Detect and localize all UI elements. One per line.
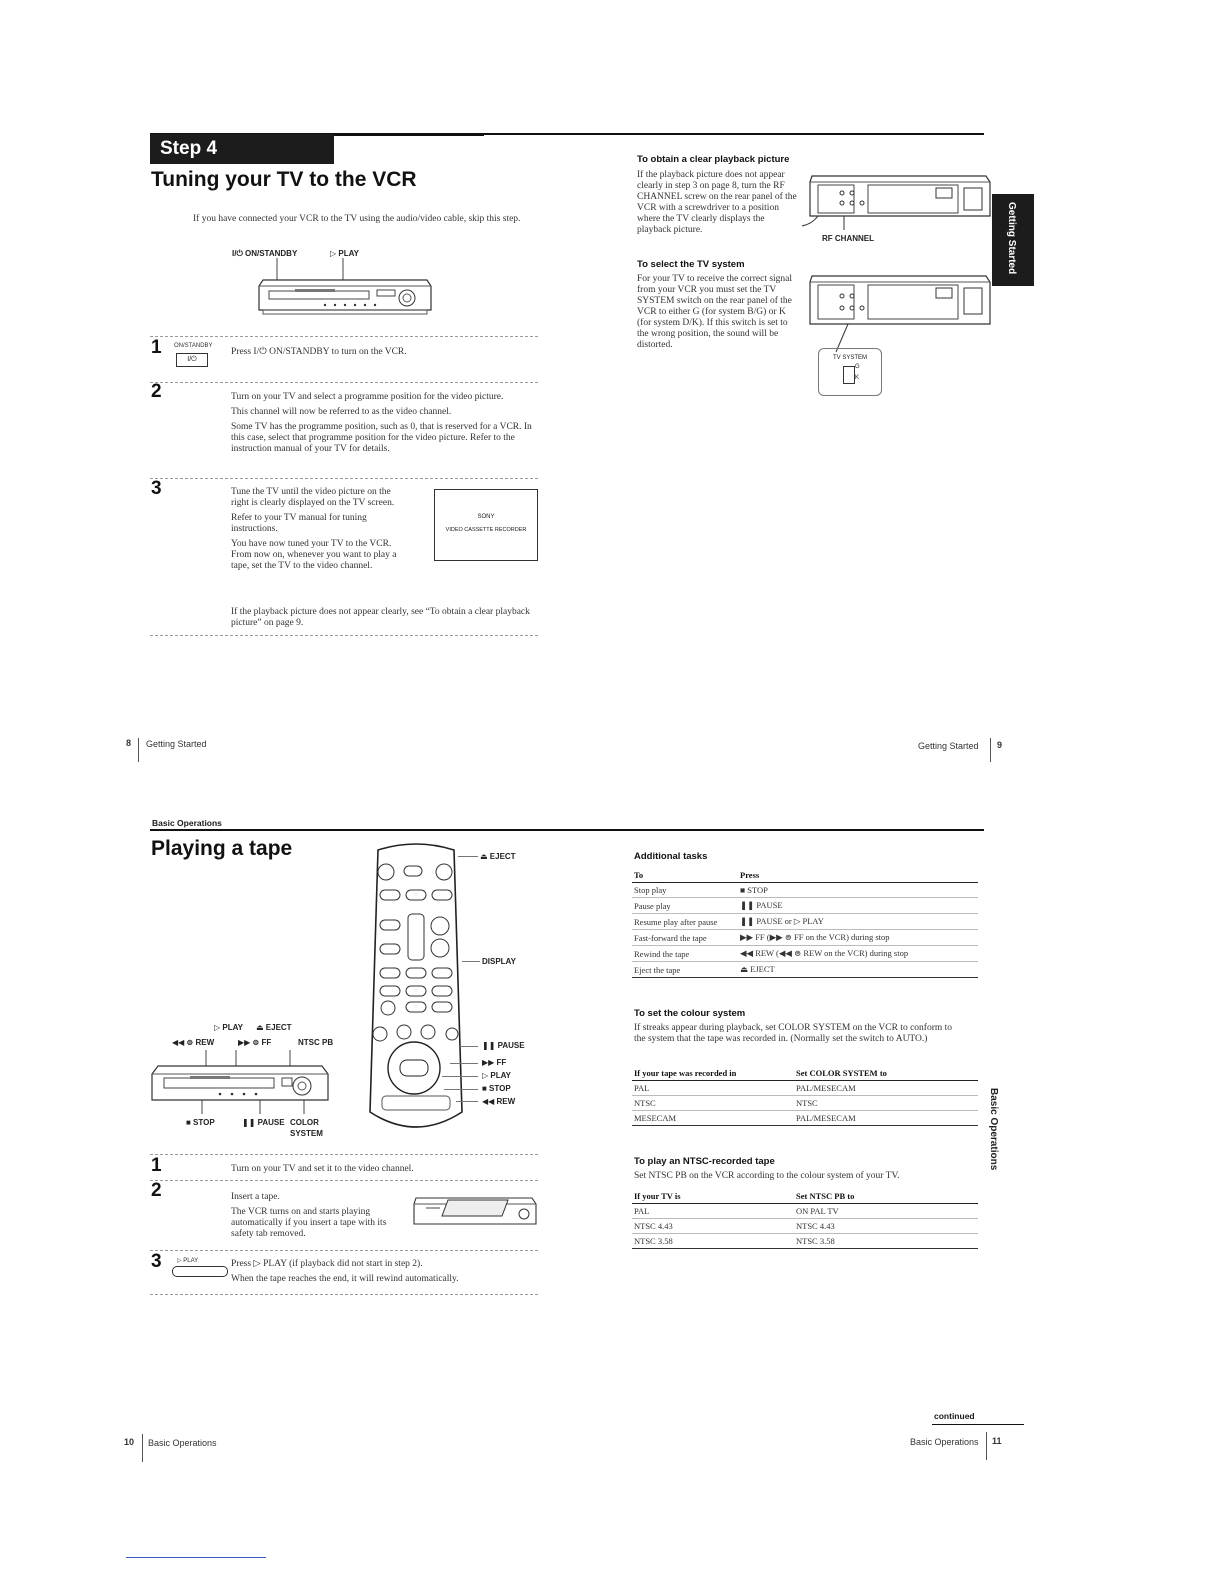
footer-separator <box>138 738 139 762</box>
p10-step3-text <box>231 1259 537 1289</box>
callout-line <box>442 1076 478 1077</box>
table-cell: ON PAL TV <box>794 1204 978 1219</box>
screen-brand: SONY <box>477 514 495 520</box>
vcr-rew-label: ◀◀ ⊜ REW <box>172 1038 215 1047</box>
remote-control-illustration <box>366 842 466 1142</box>
divider <box>150 1154 538 1155</box>
table-header-row <box>632 868 978 883</box>
table-cell: NTSC 3.58 <box>794 1234 978 1249</box>
table-cell: Rewind the tape <box>632 946 738 962</box>
tv-system-option-k: K <box>855 375 860 381</box>
table-cell: ■ STOP <box>738 883 978 898</box>
callout-line <box>458 856 478 857</box>
tv-system-switch-label: TV SYSTEM <box>832 355 867 361</box>
p10-step1-number: 1 <box>151 1155 162 1176</box>
side-tab-label: Getting Started <box>1006 202 1017 275</box>
page-top-rule <box>150 829 984 831</box>
divider <box>150 1294 538 1295</box>
table-row <box>632 962 978 978</box>
step3-number: 3 <box>151 478 162 499</box>
remote-eject-label: ⏏ EJECT <box>480 852 516 861</box>
divider <box>150 1250 538 1251</box>
tv-screen-figure <box>434 489 538 561</box>
step2-para: This channel will now be referred to as the video channel. <box>231 407 452 417</box>
remote-stop-label: ■ STOP <box>482 1084 511 1093</box>
vcr-front-controls-illustration <box>150 1050 330 1114</box>
table-row <box>632 883 978 898</box>
callout-line <box>456 1101 478 1102</box>
page11-footer-text: Basic Operations <box>910 1437 979 1447</box>
p10-step2-para: Insert a tape. <box>231 1192 280 1202</box>
vcr-rear-rf-illustration <box>808 168 993 240</box>
fig-label-play: ▷ PLAY <box>330 249 359 258</box>
p10-step1-text: Turn on your TV and set it to the video channel. <box>231 1164 414 1174</box>
colour-system-table <box>632 1066 978 1126</box>
table-row <box>632 1204 978 1219</box>
table-row <box>632 914 978 930</box>
page10-footer-number: 10 <box>124 1437 135 1447</box>
additional-tasks-table <box>632 868 978 978</box>
page10-section-label: Basic Operations <box>152 818 222 828</box>
colour-system-text: If streaks appear during playback, set COLOR SYSTEM on the VCR to conform to the system that the tape was recorded in. (Normally set the switch to AUTO.) <box>634 1023 953 1044</box>
table-cell: PAL/MESECAM <box>794 1081 978 1096</box>
table-row <box>632 1111 978 1126</box>
table-cell: PAL <box>632 1204 794 1219</box>
table-row <box>632 1219 978 1234</box>
table-header: Set COLOR SYSTEM to <box>794 1066 978 1081</box>
page8-intro: If you have connected your VCR to the TV using the audio/video cable, skip this step. <box>193 214 521 224</box>
tv-system-text: For your TV to receive the correct signal from your VCR you must set the TV SYSTEM switch on the rear panel of the VCR to either G (for system B/G) or K (for system D/K). If this switch is set to the wrong position, the sound will be distorted. <box>637 274 793 350</box>
footer-separator <box>990 738 991 762</box>
divider <box>150 635 538 636</box>
table-row <box>632 1081 978 1096</box>
table-cell: ⏏ EJECT <box>738 962 978 978</box>
p10-step3-number: 3 <box>151 1251 162 1272</box>
remote-display-label: DISPLAY <box>482 957 516 966</box>
table-cell: Pause play <box>632 898 738 914</box>
remote-rew-label: ◀◀ REW <box>482 1097 516 1106</box>
step3-para: You have now tuned your TV to the VCR. From now on, whenever you want to play a tape, set the TV to the video channel. <box>231 539 397 571</box>
step2-text <box>231 392 537 459</box>
step1-number: 1 <box>151 337 162 358</box>
table-row <box>632 946 978 962</box>
step1-button-caption: ON/STANDBY <box>174 343 213 349</box>
step3-note: If the playback picture does not appear clearly, see “To obtain a clear playback picture” on page 9. <box>231 607 530 628</box>
callout-line <box>444 1089 478 1090</box>
table-header: If your TV is <box>632 1189 794 1204</box>
vcr-eject-label: ⏏ EJECT <box>256 1023 292 1032</box>
step3-para: Tune the TV until the video picture on the right is clearly displayed on the TV screen. <box>231 487 395 508</box>
step3-text <box>231 487 411 576</box>
divider <box>150 1180 538 1181</box>
page8-title: Tuning your TV to the VCR <box>151 168 417 191</box>
page10-footer-text: Basic Operations <box>148 1438 217 1448</box>
bottom-blue-line <box>126 1557 266 1558</box>
footer-separator <box>142 1434 143 1462</box>
vcr-rear-system-illustration <box>808 268 993 340</box>
page10-title: Playing a tape <box>151 837 293 860</box>
table-cell: NTSC 4.43 <box>794 1219 978 1234</box>
table-cell: Fast-forward the tape <box>632 930 738 946</box>
vcr-ff-label: ▶▶ ⊜ FF <box>238 1038 272 1047</box>
table-cell: PAL/MESECAM <box>794 1111 978 1126</box>
screen-text: VIDEO CASSETTE RECORDER <box>445 527 527 533</box>
remote-ff-label: ▶▶ FF <box>482 1058 507 1067</box>
vcr-play-label: ▷ PLAY <box>214 1023 243 1032</box>
additional-tasks-title: Additional tasks <box>634 851 708 862</box>
tv-system-title: To select the TV system <box>637 259 745 270</box>
table-cell: NTSC 3.58 <box>632 1234 794 1249</box>
step2-para: Turn on your TV and select a programme position for the video picture. <box>231 392 504 402</box>
page8-footer-number: 8 <box>126 738 132 748</box>
table-header: To <box>632 868 738 883</box>
page8-footer-text: Getting Started <box>146 739 207 749</box>
vcr-stop-label: ■ STOP <box>186 1118 215 1127</box>
page11-footer-number: 11 <box>992 1436 1002 1446</box>
step-label: Step 4 <box>150 134 334 164</box>
divider <box>150 382 538 383</box>
p10-step3-para: Press ▷ PLAY (if playback did not start in step 2). <box>231 1259 423 1269</box>
getting-started-side-tab <box>992 194 1034 286</box>
callout-line <box>450 1063 478 1064</box>
table-cell: Eject the tape <box>632 962 738 978</box>
continued-rule <box>932 1424 1024 1425</box>
tv-system-option-g: G <box>855 364 860 370</box>
tape-insert-illustration <box>412 1194 538 1228</box>
ntsc-tape-text: Set NTSC PB on the VCR according to the colour system of your TV. <box>634 1171 900 1181</box>
play-button <box>172 1266 228 1277</box>
page9-footer-number: 9 <box>997 740 1003 750</box>
p10-step3-button-caption: ▷ PLAY <box>177 1258 199 1264</box>
rf-channel-label: RF CHANNEL <box>822 234 874 243</box>
ntsc-tape-table <box>632 1189 978 1249</box>
vcr-pause-label: ❚❚ PAUSE <box>242 1118 285 1127</box>
table-cell: Resume play after pause <box>632 914 738 930</box>
callout-line <box>460 1046 478 1047</box>
page9-footer-text: Getting Started <box>918 741 979 751</box>
table-row <box>632 1096 978 1111</box>
p10-step3-para: When the tape reaches the end, it will rewind automatically. <box>231 1274 459 1284</box>
table-cell: NTSC <box>632 1096 794 1111</box>
tv-system-switch-box <box>818 348 882 396</box>
remote-play-label: ▷ PLAY <box>482 1071 511 1080</box>
table-cell: MESECAM <box>632 1111 794 1126</box>
table-cell: PAL <box>632 1081 794 1096</box>
table-row <box>632 898 978 914</box>
footer-separator <box>986 1432 987 1460</box>
table-cell: ◀◀ REW (◀◀ ⊜ REW on the VCR) during stop <box>738 946 978 962</box>
table-cell: NTSC <box>794 1096 978 1111</box>
step1-text: Press I/⏻ ON/STANDBY to turn on the VCR. <box>231 347 407 357</box>
clear-picture-title: To obtain a clear playback picture <box>637 154 790 165</box>
ntsc-tape-title: To play an NTSC-recorded tape <box>634 1156 775 1167</box>
p10-step2-number: 2 <box>151 1180 162 1201</box>
table-cell: NTSC 4.43 <box>632 1219 794 1234</box>
table-cell: ❚❚ PAUSE <box>738 898 978 914</box>
divider <box>150 336 538 337</box>
standby-button: I/⏻ <box>176 353 208 367</box>
page-top-rule <box>334 133 984 135</box>
p10-step2-text <box>231 1192 403 1244</box>
step2-number: 2 <box>151 381 162 402</box>
basic-operations-side-label: Basic Operations <box>988 1088 999 1171</box>
table-header-row <box>632 1066 978 1081</box>
continued-label: continued <box>934 1411 975 1421</box>
vcr-system-label: SYSTEM <box>290 1129 323 1138</box>
colour-system-title: To set the colour system <box>634 1008 746 1019</box>
table-row <box>632 1234 978 1249</box>
step3-para: Refer to your TV manual for tuning instructions. <box>231 513 367 534</box>
table-cell: ▶▶ FF (▶▶ ⊜ FF on the VCR) during stop <box>738 930 978 946</box>
callout-line <box>462 961 480 962</box>
table-row <box>632 930 978 946</box>
fig-label-standby: I/⏻ ON/STANDBY <box>232 249 298 258</box>
table-cell: ❚❚ PAUSE or ▷ PLAY <box>738 914 978 930</box>
vcr-color-label: COLOR <box>290 1118 319 1127</box>
table-header: If your tape was recorded in <box>632 1066 794 1081</box>
table-header: Set NTSC PB to <box>794 1189 978 1204</box>
vcr-front-illustration <box>255 258 435 320</box>
remote-pause-label: ❚❚ PAUSE <box>482 1041 525 1050</box>
p10-step2-para: The VCR turns on and starts playing automatically if you insert a tape with its safety tab removed. <box>231 1207 387 1239</box>
clear-picture-text: If the playback picture does not appear clearly in step 3 on page 8, turn the RF CHANNEL screw on the rear panel of the VCR with a screwdriver to a position where the TV clearly displays the playback picture. <box>637 170 797 235</box>
vcr-ntsc-label: NTSC PB <box>298 1038 334 1047</box>
divider <box>150 478 538 479</box>
tv-system-switch <box>843 366 855 384</box>
table-cell: Stop play <box>632 883 738 898</box>
table-header-row <box>632 1189 978 1204</box>
step2-para: Some TV has the programme position, such as 0, that is reserved for a VCR. In this case, select that programme position for the video picture. Refer to the instruction manual of your TV for details. <box>231 422 532 454</box>
table-header: Press <box>738 868 978 883</box>
